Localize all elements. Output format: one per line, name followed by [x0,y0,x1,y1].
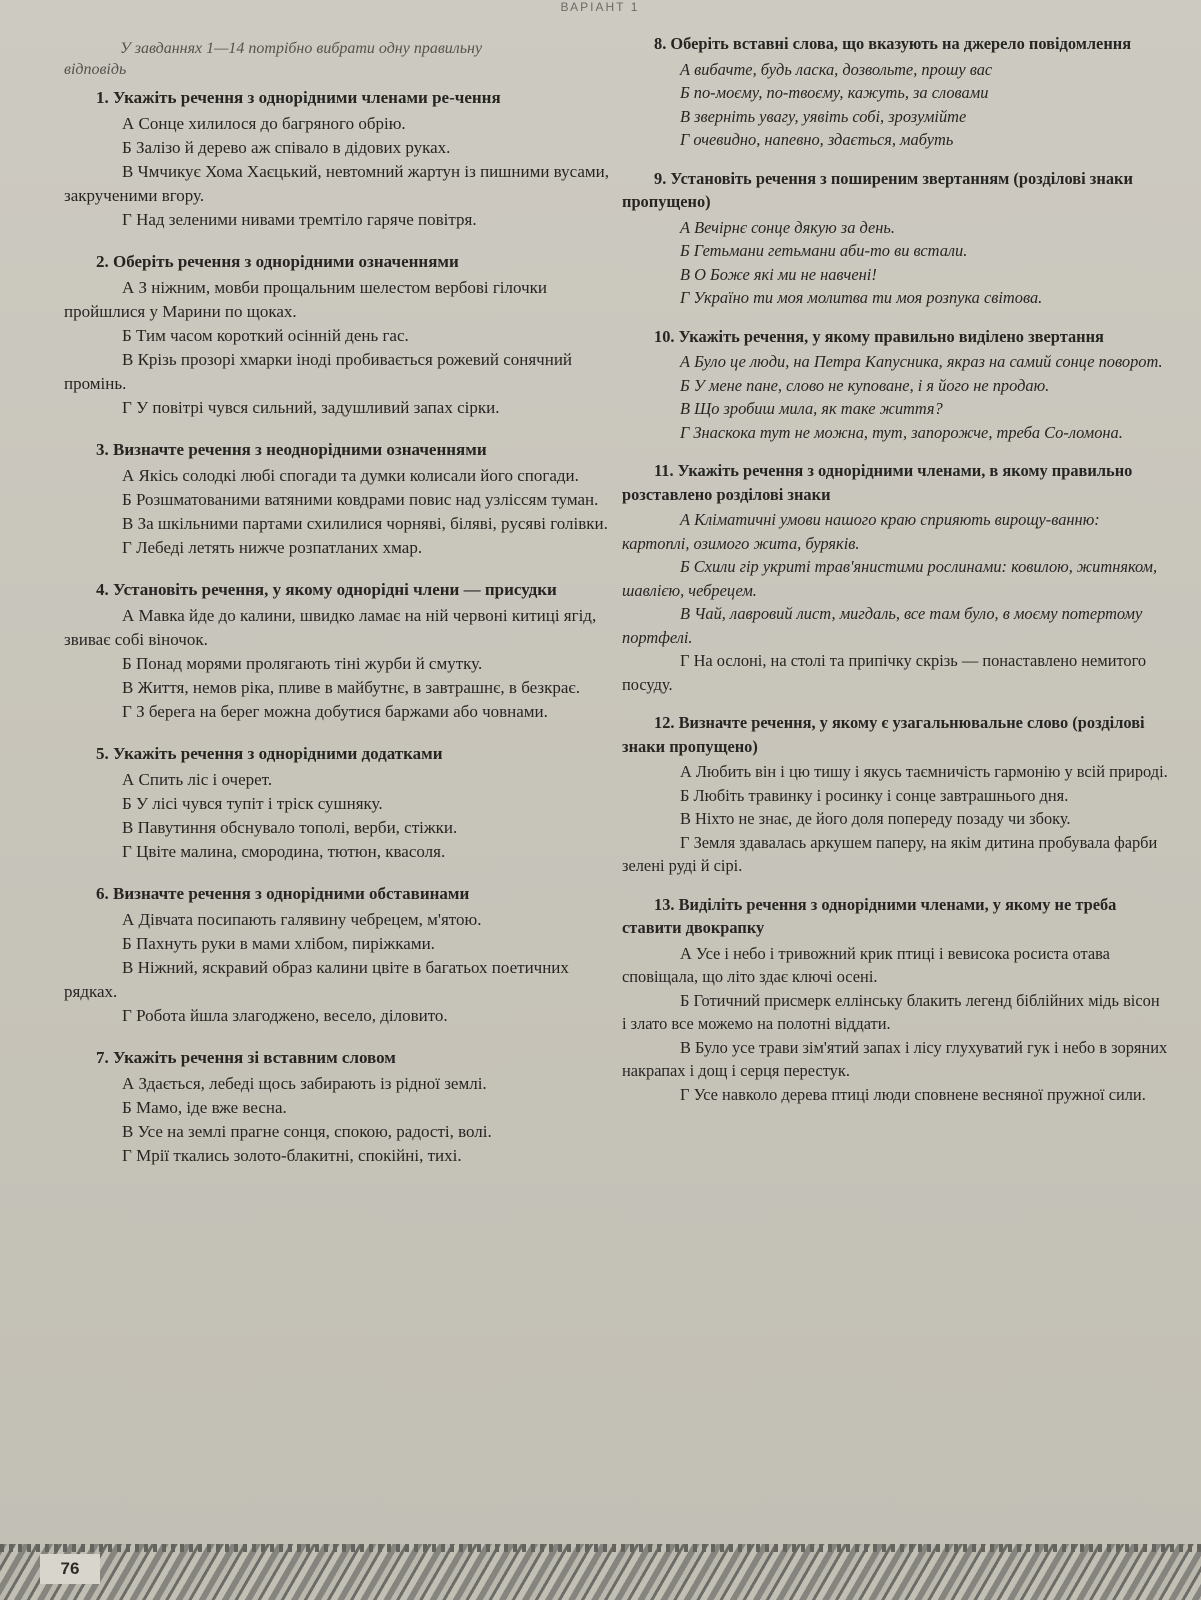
question-3 [64,438,612,560]
option-b: Б Розшматованими ватяними ковдрами повис над узліссям туман. [122,490,599,509]
option-a: А Сонце хилилося до багряного обрію. [122,114,406,133]
option-b: Б Мамо, іде вже весна. [122,1098,287,1117]
option-v: В О Боже які ми не навчені! [680,264,877,284]
option-h: Г На ослоні, на столі та припічку скрізь — понаставлено немитого посуду. [622,651,1147,694]
option-b: Б У лісі чувся тупіт і тріск сушняку. [122,794,383,813]
question-title: 6. Визначте речення з однорідними обставинами [96,884,470,903]
question-1 [64,86,612,232]
option-v: В Життя, немов ріка, пливе в майбутнє, в завтрашнє, в безкрає. [122,678,580,697]
option-h: Г З берега на берег можна добутися баржами або човнами. [122,702,548,721]
question-6 [64,882,612,1028]
option-h: Г Україно ти моя молитва ти моя розпука світова. [680,288,1043,307]
option-b: Б Любіть травинку і росинку і сонце завтрашнього дня. [680,785,1069,805]
option-h: Г очевидно, напевно, здається, мабуть [680,130,954,149]
option-a: А Дівчата посипають галявину чебрецем, м'ятою. [122,910,482,929]
question-title: 1. Укажіть речення з однорідними членами ре-чення [96,88,501,107]
option-h: Г Лебеді летять нижче розпатланих хмар. [122,538,423,557]
question-title: 4. Установіть речення, у якому однорідні члени — присудки [96,580,557,599]
option-b: Б Гетьмани гетьмани аби-то ви встали. [680,241,968,260]
option-v: В Ніхто не знає, де його доля попереду позаду чи збоку. [680,809,1071,828]
question-title: 12. Визначте речення, у якому є узагальнювальне слово (розділові знаки пропущено) [622,713,1145,756]
variant-header: ВАРІАНТ 1 [560,0,640,14]
question-2 [64,250,612,420]
left-column [64,38,612,1186]
question-title: 3. Визначте речення з неоднорідними означеннями [96,440,487,459]
option-v: В Павутиння обснувало тополі, верби, стіжки. [122,818,458,837]
option-v: В Було усе трави зім'ятий запах і лісу глухуватий гук і небо в зоряних накрапах і дощ і серця перестук. [622,1037,1168,1080]
option-v: В зверніть увагу, уявіть собі, зрозумійте [680,106,967,126]
option-h: Г Робота йшла злагоджено, весело, діловито. [122,1006,448,1025]
question-title: 5. Укажіть речення з однорідними додатками [96,744,443,763]
option-v: В Усе на землі прагне сонця, спокою, радості, волі. [122,1122,492,1141]
option-b: Б У мене пане, слово не куповане, і я його не продаю. [680,375,1050,395]
option-b: Б Залізо й дерево аж співало в дідових руках. [122,138,451,157]
option-h: Г У повітрі чувся сильний, задушливий запах сірки. [122,398,500,417]
question-title: 13. Виділіть речення з однорідними членами, у якому не треба ставити двокрапку [622,894,1117,937]
option-v: В Ніжний, яскравий образ калини цвіте в багатьох поетичних рядках. [64,958,569,1001]
option-b: Б Пахнуть руки в мами хлібом, пиріжками. [122,934,435,953]
option-h: Г Знаскока тут не можна, тут, запорожче, треба Со-ломона. [680,422,1123,442]
question-8 [622,32,1168,152]
option-a: А Здається, лебеді щось забирають із рідної землі. [122,1074,487,1093]
question-title: 9. Установіть речення з поширеним звертанням (розділові знаки пропущено) [622,168,1133,211]
option-v: В Що зробиш мила, як таке життя? [680,399,943,418]
option-a: А З ніжним, мовби прощальним шелестом вербові гілочки пройшлися у Марини по щоках. [64,278,547,321]
decorative-ornament-band [0,1544,1201,1600]
option-a: А Якісь солодкі любі спогади та думки колисали його спогади. [122,466,579,485]
question-4 [64,578,612,724]
option-h: Г Цвіте малина, смородина, тютюн, квасоля. [122,842,446,861]
option-b: Б Готичний присмерк еллінську блакить легенд біблійних мідь вісон і злато все можемо на полотні віддати. [622,990,1160,1033]
question-5 [64,742,612,864]
option-h: Г Мрії ткались золото-блакитні, спокійні, тихі. [122,1146,462,1165]
question-title: 11. Укажіть речення з однорідними членами, в якому правильно розставлено розділові знаки [622,461,1133,504]
page-number: 76 [40,1554,100,1584]
option-h: Г Над зеленими нивами тремтіло гаряче повітря. [122,210,477,229]
option-a: А Любить він і цю тишу і якусь таємничість гармонію у всій природі. [680,762,1168,781]
right-column [622,32,1168,1121]
option-a: А Усе і небо і тривожний крик птиці і вевисока росиста отава сповіщала, що літо здає ключі осені. [622,943,1110,986]
option-v: В Чмчикує Хома Хаєцький, невтомний жартун із пишними вусами, закрученими вгору. [64,162,610,205]
question-title: 10. Укажіть речення, у якому правильно виділено звертання [654,326,1104,346]
question-7 [64,1046,612,1168]
option-v: В Крізь прозорі хмарки іноді пробивається рожевий сонячний промінь. [64,350,573,393]
question-title: 7. Укажіть речення зі вставним словом [96,1048,396,1067]
option-h: Г Земля здавалась аркушем паперу, на якім дитина пробувала фарби зелені руді й сірі. [622,832,1158,875]
instruction [64,38,612,80]
instruction-line-1: У завданнях 1—14 потрібно вибрати одну правильну [120,40,483,57]
option-v: В Чай, лавровий лист, мигдаль, все там було, в моєму потертому портфелі. [622,604,1143,647]
option-a: А Вечірнє сонце дякую за день. [680,217,895,237]
question-12 [622,711,1168,878]
question-10 [622,325,1168,445]
question-title: 8. Оберіть вставні слова, що вказують на джерело повідомлення [654,34,1132,53]
question-title: 2. Оберіть речення з однорідними означеннями [96,252,459,271]
option-b: Б по-моєму, по-твоєму, кажуть, за словами [680,83,989,102]
question-9 [622,167,1168,310]
option-v: В За шкільними партами схилилися чорняві, біляві, русяві голівки. [122,514,608,533]
option-h: Г Усе навколо дерева птиці люди сповнене весняної пружної сили. [680,1084,1146,1104]
option-a: А Спить ліс і очерет. [122,770,273,789]
question-11 [622,459,1168,696]
option-a: А Було це люди, на Петра Капусника, якраз на самий сонце поворот. [680,352,1163,371]
option-b: Б Понад морями пролягають тіні журби й смутку. [122,654,483,673]
option-b: Б Тим часом короткий осінній день гас. [122,326,409,345]
option-a: А Кліматичні умови нашого краю сприяють вирощу-ванню: картоплі, озимого жита, буряків. [622,510,1100,553]
question-13 [622,893,1168,1107]
instruction-line-2: відповідь [64,61,127,78]
option-b: Б Схили гір укриті трав'янистими рослинами: ковилою, житняком, шавлією, чебрецем. [622,557,1158,600]
option-a: А вибачте, будь ласка, дозвольте, прошу вас [680,59,993,79]
option-a: А Мавка йде до калини, швидко ламає на ній червоні китиці ягід, звиває собі віночок. [64,606,597,649]
